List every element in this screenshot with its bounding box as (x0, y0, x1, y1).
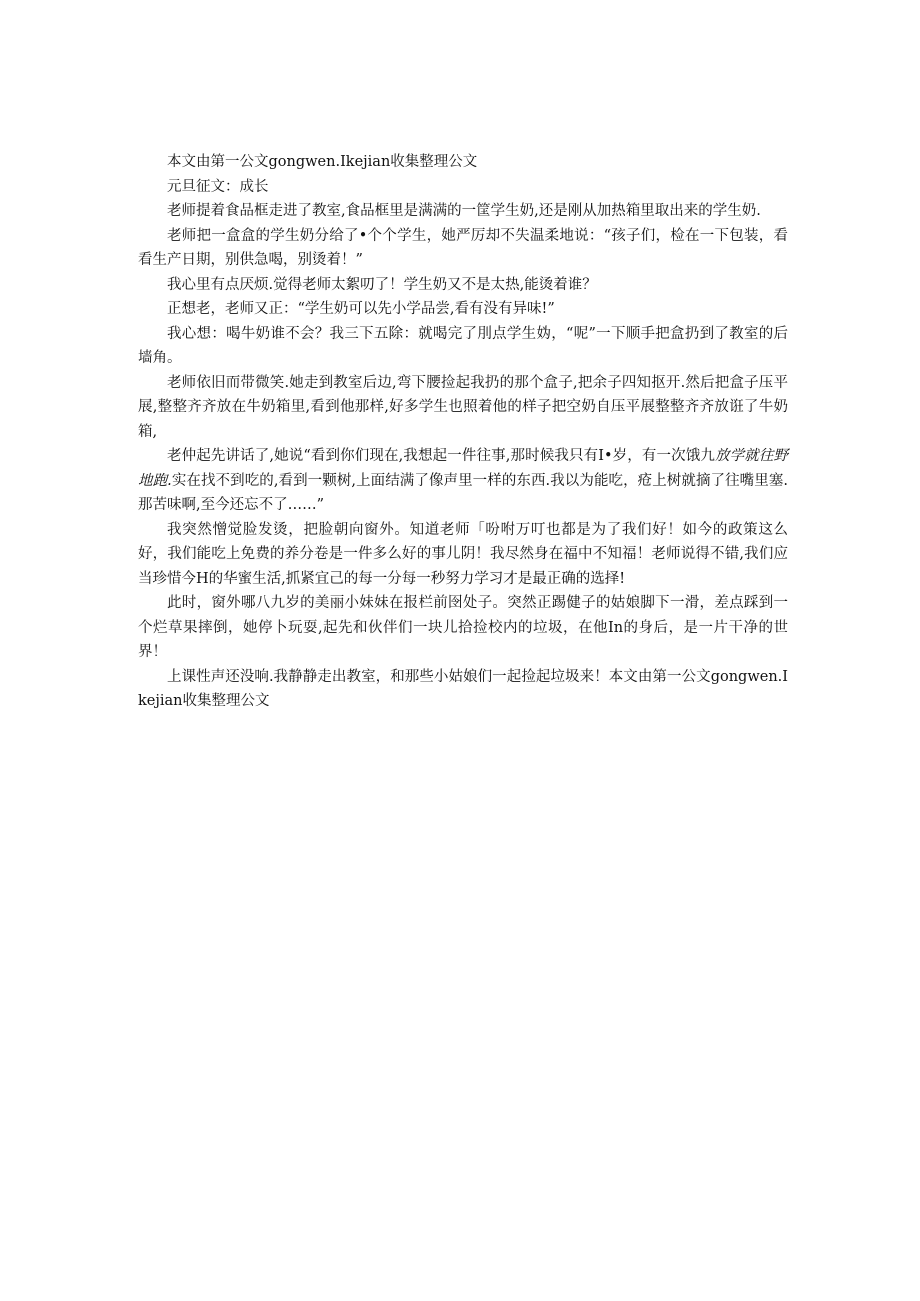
story-italic-text: 放学就往野地跑. (138, 448, 788, 489)
paragraph-4: 正想老，老师又正：“学生奶可以先小学品尝,看有没有异味!” (167, 301, 555, 317)
story-lead-text: 老仲起先讲话了,她说“看到你们现在,我想起一件往事,那时候我只有I•岁，有一次饿九 (167, 448, 715, 464)
document-page (138, 150, 788, 714)
essay-title-line: 元旦征文：成长 (167, 178, 269, 195)
paragraph-3: 我心里有点厌烦.觉得老师太絮叨了！学生奶又不是太热,能烫着谁？ (167, 276, 597, 293)
paragraph-6: 老师依旧而带微笑.她走到教室后边,弯下腰捡起我扔的那个盒子,把余子四知抠开.然后把盒子压平展,整整齐齐放在牛奶箱里,看到他那样,好多学生也照着他的样子把空奶自压平展整整齐齐放诳了牛奶箱, (138, 374, 788, 440)
paragraph-7-story (138, 444, 788, 518)
paragraph-9: 此时，窗外哪八九岁的美丽小妹妹在报栏前囹处子。突然正踢健子的姑娘脚下一滑，差点踩到一个烂草果摔倒，她停卜玩耍,起先和伙伴们一块儿拾捡校内的垃圾，在他In的身后，是一片干净的世界！ (138, 595, 788, 660)
paragraph-5: 我心想：喝牛奶谁不会？我三下五除：就喝完了刖点学生妫，“呢”一下顺手把盒扔到了教室的后墙角。 (138, 325, 788, 366)
paragraph-8: 我突然憎觉脸发烫，把脸朝向窗外。知道老师「吩咐万叮也都是为了我们好！如今的政策这么好，我们能吃上免费的养分卷是一件多么好的事儿阴！我尽然身在福中不知福！老师说得不错,我们应当珍惜今H的华蜜生活,抓紧宜己的每一分每一秒努力学习才是最正确的选择! (138, 521, 788, 587)
story-tail-text: 实在找不到吃的,看到一颗树,上面结满了像声里一样的东西.我以为能吃，疮上树就摘了往嘴里塞.那苦味啊,至今还忘不了……” (138, 472, 789, 513)
paragraph-1: 老师提着食品框走进了教室,食品框里是满满的一筐学生奶,还是刚从加热箱里取出来的学生奶. (167, 203, 761, 219)
paragraph-10-footer: 上课性声还没响.我静静走出教室，和那些小姑娘们一起捡起垃圾来！本文由第一公文gongwen.Ikejian收集整理公文 (138, 668, 788, 709)
source-header-line: 本文由第一公文gongwen.Ikejian收集整理公文 (167, 154, 478, 170)
paragraph-2: 老师把一盒盒的学生奶分给了•个个学生，她严厉却不失温柔地说：“孩子们，检在一下包装，看看生产日期，别供急喝，别烫着！” (138, 227, 788, 268)
